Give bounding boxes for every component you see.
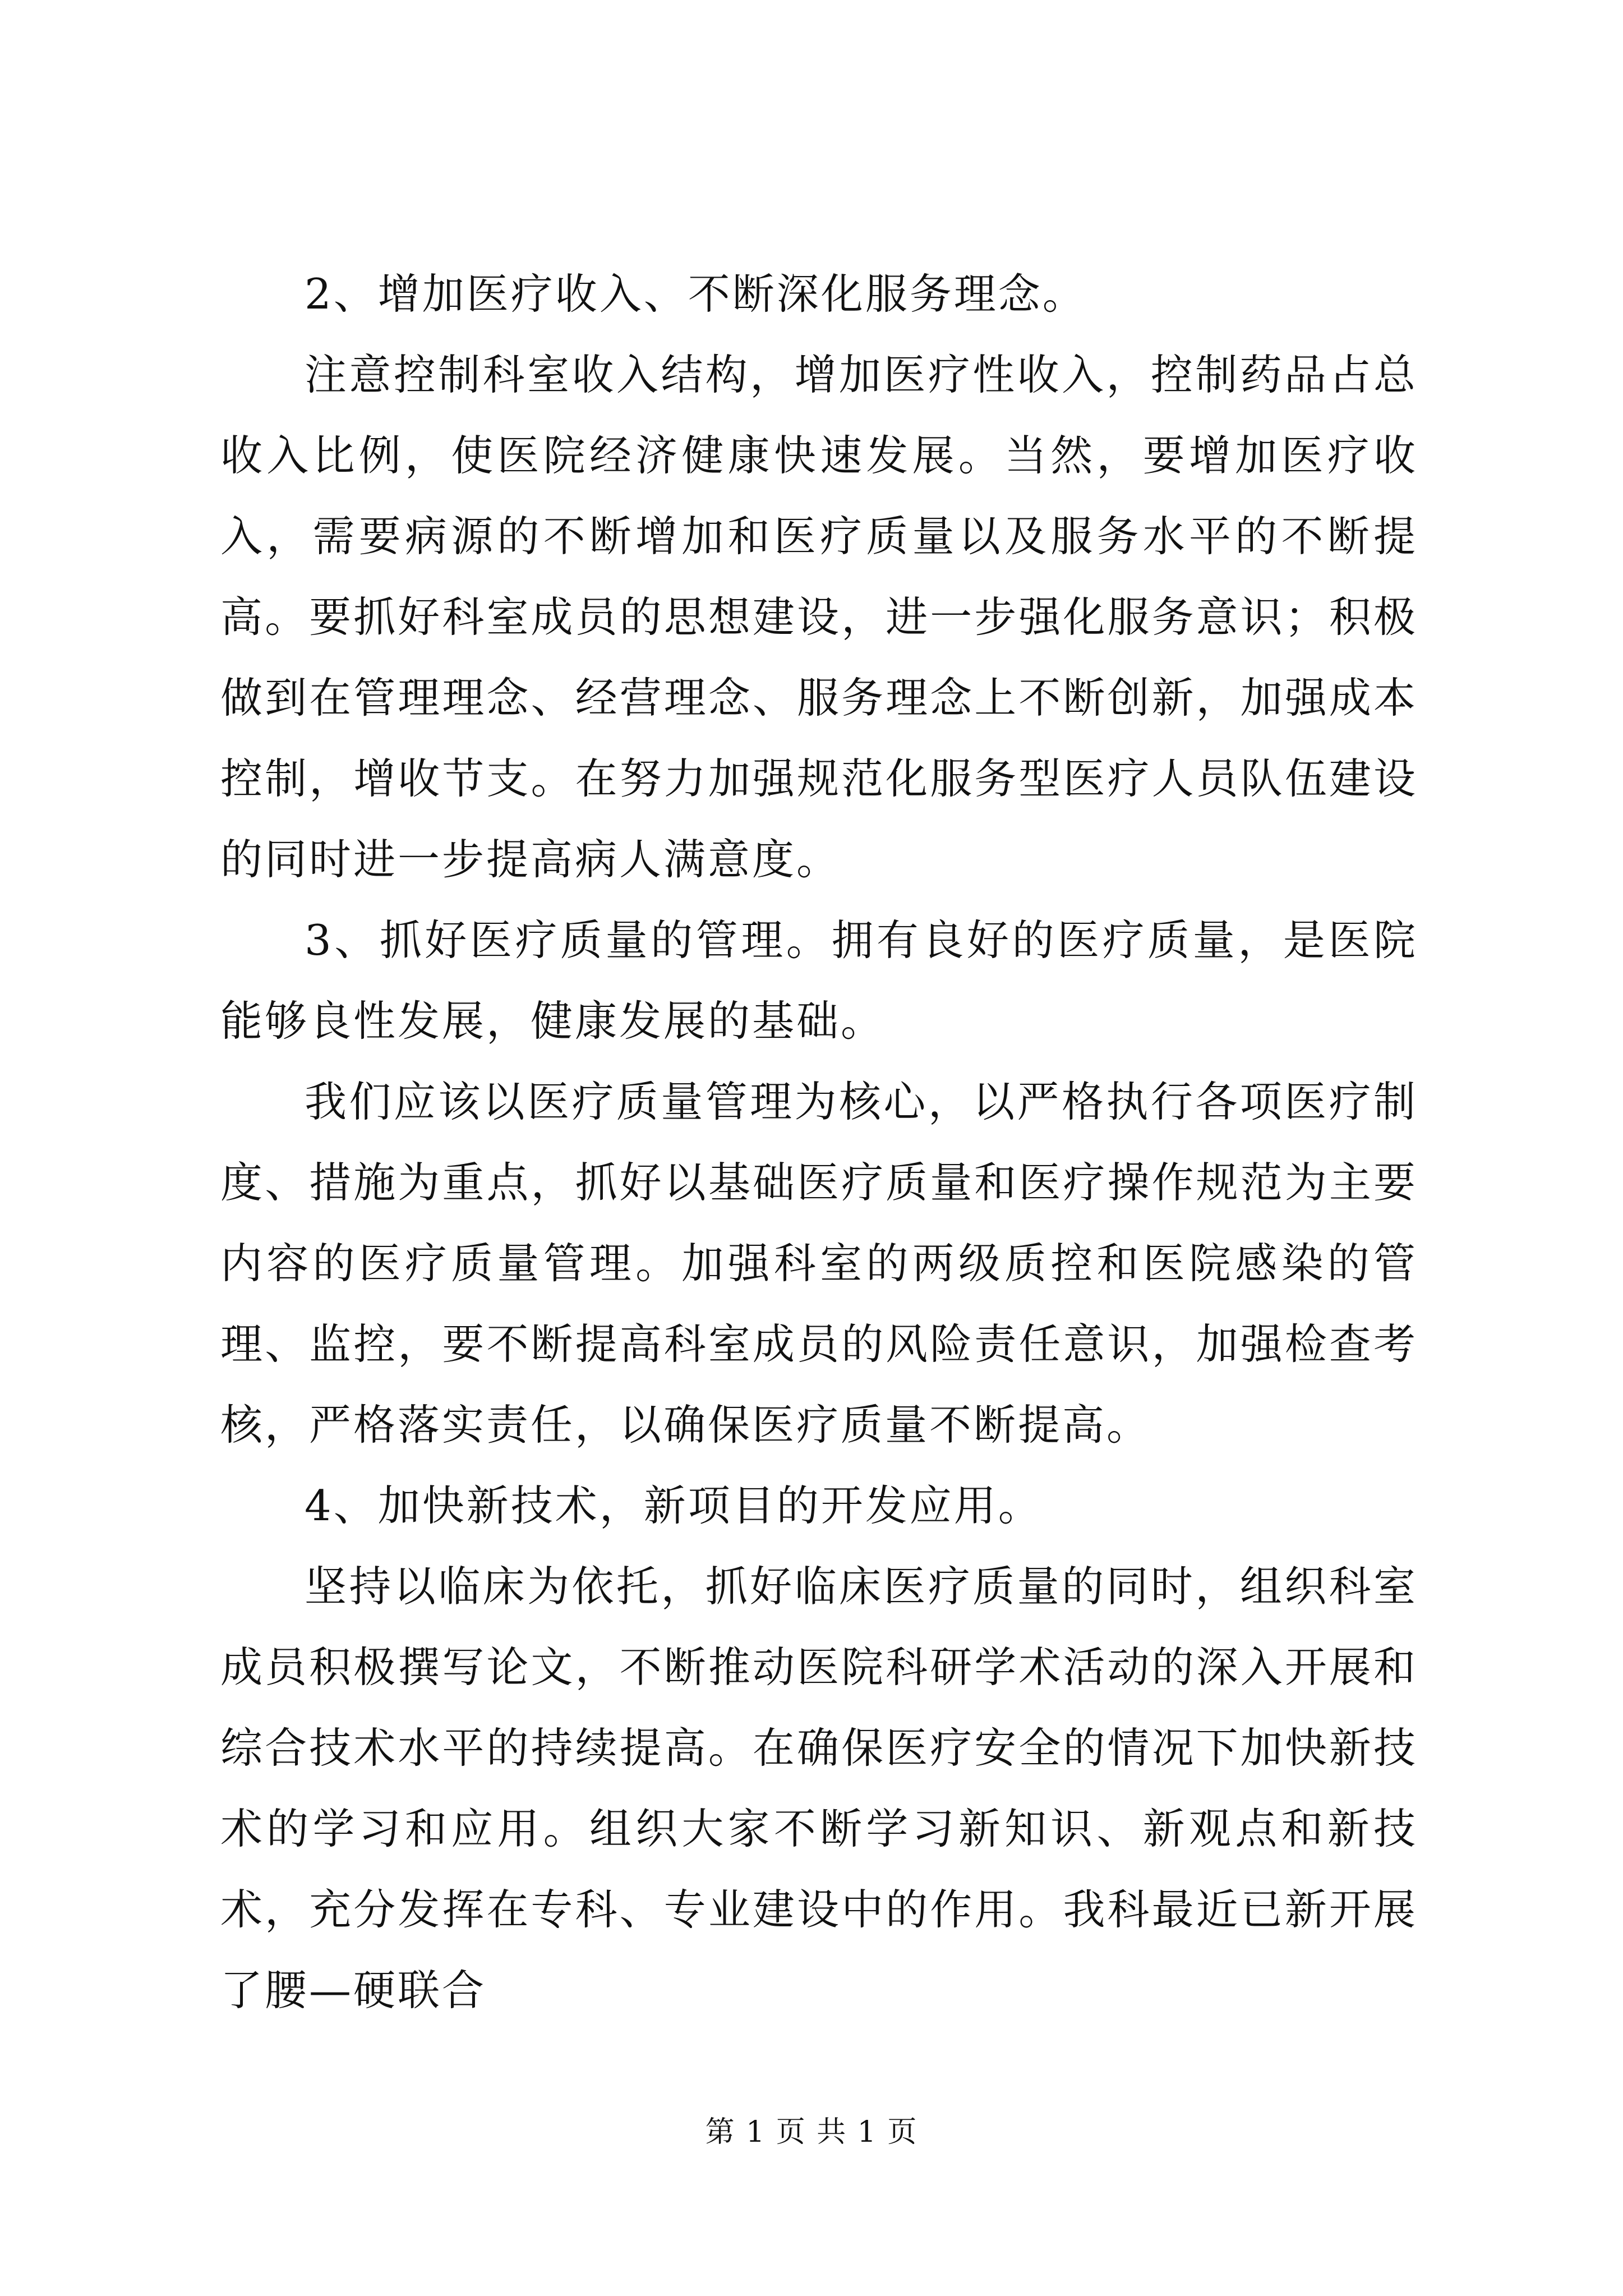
page-footer: 第 1 页 共 1 页 (705, 2115, 918, 2149)
paragraph-income-structure: 注意控制科室收入结构，增加医疗性收入，控制药品占总收入比例，使医院经济健康快速发展。当然，要增加医疗收入，需要病源的不断增加和医疗质量以及服务水平的不断提高。要抓好科室成员的思想建设，进一步强化服务意识；积极做到在管理理念、经营理念、服务理念上不断创新，加强成本控制，增收节支。在努力加强规范化服务型医疗人员队伍建设的同时进一步提高病人满意度。 (220, 350, 1418, 884)
document-body (220, 254, 1418, 2031)
paragraph-section-2-heading: 2、增加医疗收入、不断深化服务理念。 (305, 269, 1087, 319)
paragraph-new-technology: 坚持以临床为依托，抓好临床医疗质量的同时，组织科室成员积极撰写论文，不断推动医院科研学术活动的深入开展和综合技术水平的持续提高。在确保医疗安全的情况下加快新技术的学习和应用。组织大家不断学习新知识、新观点和新技术，充分发挥在专科、专业建设中的作用。我科最近已新开展了腰—硬联合 (220, 1562, 1418, 2015)
paragraph-section-3-heading: 3、抓好医疗质量的管理。拥有良好的医疗质量，是医院能够良性发展，健康发展的基础。 (220, 915, 1418, 1046)
paragraph-section-4-heading: 4、加快新技术，新项目的开发应用。 (305, 1481, 1043, 1530)
paragraph-quality-management: 我们应该以医疗质量管理为核心，以严格执行各项医疗制度、措施为重点，抓好以基础医疗质量和医疗操作规范为主要内容的医疗质量管理。加强科室的两级质控和医院感染的管理、监控，要不断提高科室成员的风险责任意识，加强检查考核，严格落实责任，以确保医疗质量不断提高。 (220, 1077, 1418, 1450)
